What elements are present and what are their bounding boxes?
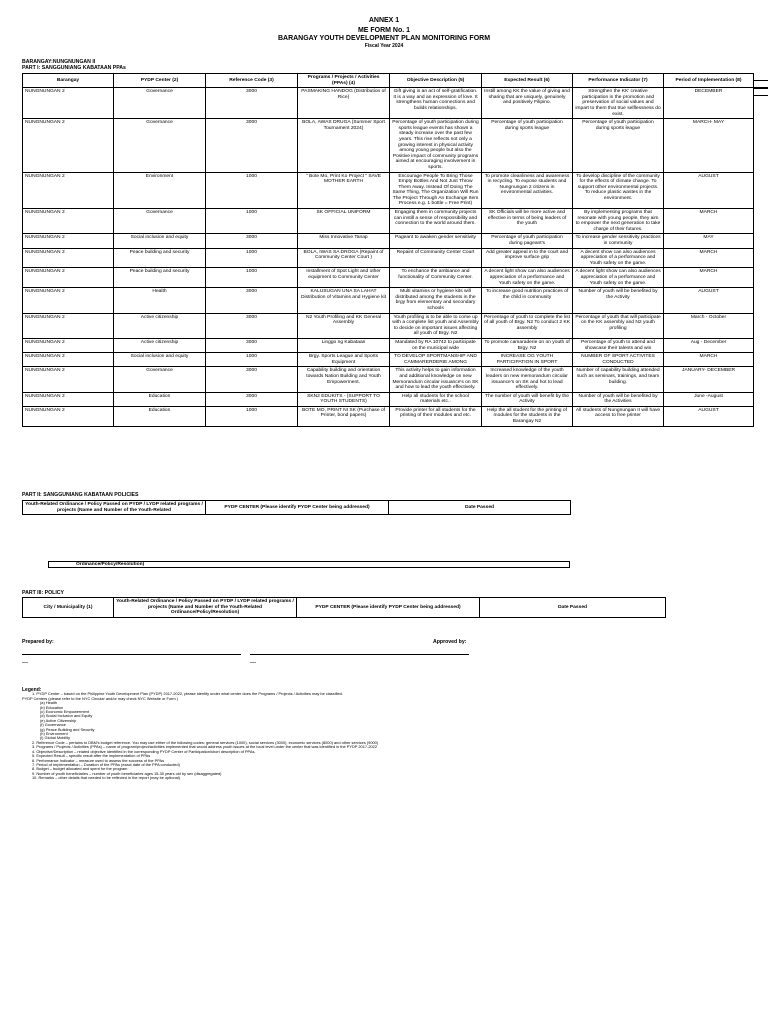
table-cell: Governance (114, 119, 206, 172)
table-cell: Number of youth will be benefited by the Activities (573, 392, 664, 406)
table-cell: Active citizenship (114, 313, 206, 338)
table-cell: NUNGNUNGAN 2 (23, 268, 114, 288)
table-cell: 3000 (206, 338, 298, 352)
table-cell: Engaging them in community projects can instill a sense of responsibility and connection to the world around them. (390, 209, 482, 234)
table-cell: Governance (114, 209, 206, 234)
policies-col-center: PYDP CENTER (Please identify PYDP Center being addressed) (206, 501, 389, 515)
legend-item: 10. Remarks – other details that needed to be reflected in the report (may be optional) (32, 775, 180, 781)
legend-item: 2. Reference Code – pertains to DBM's budget reference. You may use either of the following codes: general services (1000), social services (3000), economic services (8000) and other services (9000) (32, 739, 379, 745)
table-cell: MARCH (664, 268, 754, 288)
policies-table (22, 500, 571, 515)
table-cell: Youth profiling is to be able to come up with a complete list youth and Assembly to decide on important issues affecting all youth of Brgy. N2 (390, 313, 482, 338)
table-cell: MARCH (664, 209, 754, 234)
table-cell: To promote cleanliness and awareness in recycling. To expose students and Nungnungan 2 citizens in environmental activities. (482, 172, 573, 209)
table-cell: SK Officials will be more active and effective in terms of being leaders of the youth (482, 209, 573, 234)
table-cell: 3000 (206, 367, 298, 392)
table-cell: Percentage of youth participation during pageant's (482, 234, 573, 248)
table-cell: To enchance the ambiance and functionality of Community Center. (390, 268, 482, 288)
table-cell: Active citizenship (114, 338, 206, 352)
table-cell: Peace building and security (114, 248, 206, 268)
table-cell: 3000 (206, 313, 298, 338)
table-cell: Multi vitamins or hygiene kits will distributed among the students in the brgy from elementary and secondary schools (390, 288, 482, 313)
form-title: BARANGAY YOUTH DEVELOPMENT PLAN MONITORING FORM (277, 35, 491, 42)
legend-item: 1. PYDP Center – based on the Philippine Youth Development Plan (PYDP) 2017-2022, please identify under what center does the Programs / Projects / Activities may be classified. (32, 691, 343, 697)
table-cell: 1000 (206, 406, 298, 426)
fiscal-year: Fiscal Year 2024 (364, 43, 404, 49)
table-cell: Linggo ng Kabataan (298, 338, 390, 352)
legend-item: 4. Objective/Description – related objective identified in the corresponding PYDP Center of Participation/short description of PPAs. (32, 748, 256, 754)
table-cell: Aug - December (664, 338, 754, 352)
table-cell: Social inclusion and equity (114, 234, 206, 248)
table-cell: Education (114, 392, 206, 406)
table-row (23, 119, 754, 172)
table-cell: By implementing programs that resonate with young people, they aim to empower the next generation to take charge of their futures. (573, 209, 664, 234)
table-cell: Provide printer for all students for the printing of their modules and etc. (390, 406, 482, 426)
table-cell: BOLA, IWAS SA DROGA (Repaint of Community Center Court ) (298, 248, 390, 268)
part2-label: PART II: SANGGUNIANG KABATAAN POLICIES (22, 492, 139, 498)
approved-dash: — (250, 660, 256, 666)
column-header: Expected Result (6) (482, 74, 573, 88)
table-cell: All students of Nungnungan II will have access to free printer (573, 406, 664, 426)
table-cell: Add greater appeal in to the court and improve surface grip (482, 248, 573, 268)
column-header: PYDP Center (2) (114, 74, 206, 88)
table-cell: Percentage of youth that will participate on the KK assembly and N2 youth profiling (573, 313, 664, 338)
table-cell: Increased knowledge of the youth leaders on new memorandum circular issuance's on SK and hot to lead effectively. (482, 367, 573, 392)
table-cell: June -August (664, 392, 754, 406)
legend-item: (b) Education (40, 704, 64, 710)
table-cell: 1000 (206, 209, 298, 234)
legend-item: (e) Active Citizenship (40, 717, 77, 723)
table-cell: Instill among KK the value of giving and sharing that are uniquely, genuinely and positively Filipino. (482, 88, 573, 119)
table-cell: NUNGNUNGAN 2 (23, 234, 114, 248)
table-cell: INCREASE OG YOUTH PARTICIPATION IN SPORT (482, 353, 573, 367)
table-cell: MAY (664, 234, 754, 248)
policies-ordinance-continued: Ordinance/Policy/Resolution) (48, 561, 570, 568)
legend-item: (d) Social Inclusion and Equity (40, 713, 93, 719)
table-cell: Pageant to awaken gender sensitivity (390, 234, 482, 248)
table-cell: NUNGNUNGAN 2 (23, 88, 114, 119)
table-cell: Percentage of youth to complete the list of all youth of Brgy. N2 To conduct 2 KK assembly (482, 313, 573, 338)
table-cell: 3000 (206, 119, 298, 172)
table-cell: SK OFFICIAL UNIFORM (298, 209, 390, 234)
table-cell: This activity helps to gain information and additional knowledge on new Memorandum circular issuance's on SK and how to lead the youth effectively. (390, 367, 482, 392)
form-number: ME FORM No. 1 (357, 27, 411, 34)
table-cell: Gift giving is an act of self-gratification. It is a way and an expression of love. It strengthens human connections and builds relationships. (390, 88, 482, 119)
table-row (23, 172, 754, 209)
table-cell: NUNGNUNGAN 2 (23, 392, 114, 406)
table-cell: MARCH- MAY (664, 119, 754, 172)
table-row (23, 288, 754, 313)
policy-col-ordinance: Youth-Related Ordinance / Policy Passed on PYDP / LYDP related programs / projects (Name and Number of the Youth-Related Ordinance/Policy/Resolution) (114, 598, 297, 618)
column-header: Objective Description (5) (390, 74, 482, 88)
legend-item: (a) Health (40, 700, 58, 706)
table-cell: A decent light show can also audiences appreciation of a performance and Youth safety on the game. (482, 268, 573, 288)
table-cell: SKN2 EDUKITS - (SUPPORT TO YOUTH STUDENTS) (298, 392, 390, 406)
table-cell: Strengthen the KK' creative participation in the promotion and preservation of social values and impart to them that true selflessness do exist. (573, 88, 664, 119)
approved-by-label: Approved by: (433, 639, 467, 645)
table-cell: NUNGNUNGAN 2 (23, 313, 114, 338)
table-cell: 3000 (206, 288, 298, 313)
ppa-table (22, 73, 754, 427)
legend-item: 9. Number of youth beneficiaries – number of youth beneficiaries ages 15-30 years old by sex (disaggregated) (32, 770, 222, 776)
column-header: Barangay (23, 74, 114, 88)
table-cell: 3000 (206, 234, 298, 248)
table-cell: TO DEVELOP SPORTMANSHIP AND CAMMARERDERIE AMONG (390, 353, 482, 367)
legend-lines (22, 692, 722, 780)
policy-col-center: PYDP CENTER (Please identify PYDP Center being addressed) (297, 598, 480, 618)
table-cell: NUNGNUNGAN 2 (23, 288, 114, 313)
table-row (23, 338, 754, 352)
table-cell: The number of youth will benefit by the Activity (482, 392, 573, 406)
legend-title: Legend: (22, 687, 42, 693)
prepared-signature-line (22, 654, 241, 655)
legend-item: (f) Governance (40, 722, 66, 728)
table-cell: JANUARY- DECEMBER (664, 367, 754, 392)
policies-col-date: Date Passed (389, 501, 571, 515)
table-cell: 1000 (206, 172, 298, 209)
table-cell: AUGUST (664, 406, 754, 426)
legend-item: 3. Programs / Projects / Activities (PPAs) – name of program/project/activities implemented that would address youth issues at the local level under the center that was identified in the PYDP 2017-2022 (32, 744, 378, 750)
table-cell: BOLA, AWAS DRUGA (Summer Sport Tournament 2024) (298, 119, 390, 172)
legend-item: 6. Performance Indicator – measure used to assess the success of the PPAs (32, 757, 165, 763)
table-cell: 1000 (206, 248, 298, 268)
table-cell: BOTE MO, PRINT NI SK (Purchase of Printer, bond papers) (298, 406, 390, 426)
table-cell: Mandated by RA 10742 to participate on the municipal wide (390, 338, 482, 352)
table-cell: A decent light show can also audiences appreciation of a performance and Youth safety on the game. (573, 268, 664, 288)
barangay-label: BARANGAY:NUNGNUNGAN II (22, 59, 96, 65)
legend-item: (i) Global Mobility (40, 735, 71, 741)
table-cell: Number of capability building attended such as seminars, trainings, and team building. (573, 367, 664, 392)
table-cell: Help the all student for the printing of modules for the students in the Barangay N2 (482, 406, 573, 426)
ppa-table-header (23, 74, 754, 88)
table-cell: To promote camaraderie on on youth of Brgy. N2 (482, 338, 573, 352)
table-cell: KALUSUGAN UNA SA LAHAT Distribution of Vitamins and Hygiene kit (298, 288, 390, 313)
policies-col-ordinance: Youth-Related Ordinance / Policy Passed on PYDP / LYDP related programs / projects (Name and Number of the Youth-Related (23, 501, 206, 515)
column-header: Programs / Projects / Activities (PPAs) (4) (298, 74, 390, 88)
table-cell: NUNGNUNGAN 2 (23, 248, 114, 268)
table-cell: Miss Innovative Tanap (298, 234, 390, 248)
table-cell: 1000 (206, 268, 298, 288)
table-cell: Environment (114, 172, 206, 209)
table-edge-stub (753, 80, 768, 88)
table-row (23, 209, 754, 234)
table-cell: MARCH (664, 248, 754, 268)
table-cell: 1000 (206, 353, 298, 367)
approved-signature-line (250, 654, 469, 655)
table-row (23, 392, 754, 406)
column-header: Performance Indicator (7) (573, 74, 664, 88)
table-cell: NUNGNUNGAN 2 (23, 209, 114, 234)
policy-col-date: Date Passed (480, 598, 666, 618)
legend-item: (g) Peace Building and Security (40, 726, 95, 732)
table-cell: AUGUST (664, 288, 754, 313)
table-cell: To develop discipline of the community for the effects of climate change. To support other environmental projects. To reduce plastic wastes in the environment. (573, 172, 664, 209)
table-cell: Percentage of youth participation during sports league (573, 119, 664, 172)
table-row (23, 367, 754, 392)
table-cell: Brgy. Sports League and Sports Equipment (298, 353, 390, 367)
table-cell: NUNGNUNGAN 2 (23, 119, 114, 172)
legend-item: 7. Period of Implementation – Duration of the PPAs (exact date of the PPA conducted) (32, 761, 180, 767)
table-edge-stub (753, 88, 768, 96)
table-row (23, 248, 754, 268)
prepared-dash: — (22, 660, 28, 666)
table-cell: NUNGNUNGAN 2 (23, 172, 114, 209)
table-cell: Percentage of youth to attend and showcase their talents and win (573, 338, 664, 352)
table-cell: 3000 (206, 392, 298, 406)
annex-label: ANNEX 1 (368, 17, 400, 24)
table-cell: NUNGNUNGAN 2 (23, 367, 114, 392)
table-cell: To increase good nutrition practices of the child in community (482, 288, 573, 313)
legend (22, 688, 722, 781)
table-row (23, 353, 754, 367)
ppa-table-body (23, 88, 754, 426)
table-row (23, 268, 754, 288)
table-cell: March - October (664, 313, 754, 338)
policy-col-city: City / Municipality (1) (23, 598, 114, 618)
column-header: Period of Implementation (8) (664, 74, 754, 88)
table-cell: N2 Youth Profiling and KK General Assembly (298, 313, 390, 338)
table-cell: DECEMBER (664, 88, 754, 119)
policy-table (22, 597, 666, 618)
table-cell: Percentage of youth participation during sports league (482, 119, 573, 172)
part3-label: PART III: POLICY (22, 590, 64, 596)
table-cell: Encourage People To Bring Those Empty Bottles And Not Just Throw Them Away. Instead Of Doing The Same Thing, The Organization Will Run The Project Through An Exchange Item Process e.g. 1 bottle = Free Print) (390, 172, 482, 209)
table-cell: Governance (114, 367, 206, 392)
table-cell: Education (114, 406, 206, 426)
table-cell: Capability building and orientation towards Nation Building and Youth Empowerment. (298, 367, 390, 392)
table-row (23, 234, 754, 248)
column-header: Reference Code (3) (206, 74, 298, 88)
table-cell: Social inclusion and equity (114, 353, 206, 367)
table-cell: NUNGNUNGAN 2 (23, 353, 114, 367)
table-cell: Health (114, 288, 206, 313)
legend-item: 5. Expected Result – specific result after the implementation of PPAs (32, 753, 151, 759)
part1-label: PART I: SANGGUNIANG KABATAAN PPAs (22, 65, 126, 71)
legend-item: (c) Economic Empowerment (40, 709, 89, 715)
legend-item: PYDP Centers (please refer to the NYC Circular and/or may check NYC Website or Form ) (22, 695, 178, 701)
prepared-by-label: Prepared by: (22, 639, 54, 645)
table-row (23, 406, 754, 426)
table-cell: A decent show can also audiences appreciation of a performance and Youth safety on the game. (573, 248, 664, 268)
table-cell: To increase gender sensitivity practices in community (573, 234, 664, 248)
table-cell: AUGUST (664, 172, 754, 209)
table-cell: Percentage of youth participation during sports league events has shown a steady increase over the past few years. This rise reflects not only a growing interest in physical activity among young people but also the Positive impact of community programs aimed at encouraging involvement in sports. (390, 119, 482, 172)
table-cell: PASMAKING HANDOG (Distribution of Rice) (298, 88, 390, 119)
legend-item: (h) Environment (40, 731, 68, 737)
table-cell: Governance (114, 88, 206, 119)
table-cell: Installment of Spot Light and other equipment to Community Center (298, 268, 390, 288)
table-cell: 3000 (206, 88, 298, 119)
table-cell: Number of youth will be benefited by the Activity (573, 288, 664, 313)
legend-item: 8. Budget – budget allocated and spent for the program (32, 766, 128, 772)
table-row (23, 313, 754, 338)
table-cell: Repaint of Community Center Court (390, 248, 482, 268)
table-cell: NUMBER OF SPORT ACTIVITES CONDUCTED (573, 353, 664, 367)
table-cell: Help all students for the school materials etc.. (390, 392, 482, 406)
table-cell: NUNGNUNGAN 2 (23, 406, 114, 426)
table-row (23, 88, 754, 119)
table-cell: NUNGNUNGAN 2 (23, 338, 114, 352)
table-cell: Peace building and security (114, 268, 206, 288)
table-cell: " Bote Mo, Print Ko Project " SAVE MOTHER EARTH (298, 172, 390, 209)
table-cell: MARCH (664, 353, 754, 367)
